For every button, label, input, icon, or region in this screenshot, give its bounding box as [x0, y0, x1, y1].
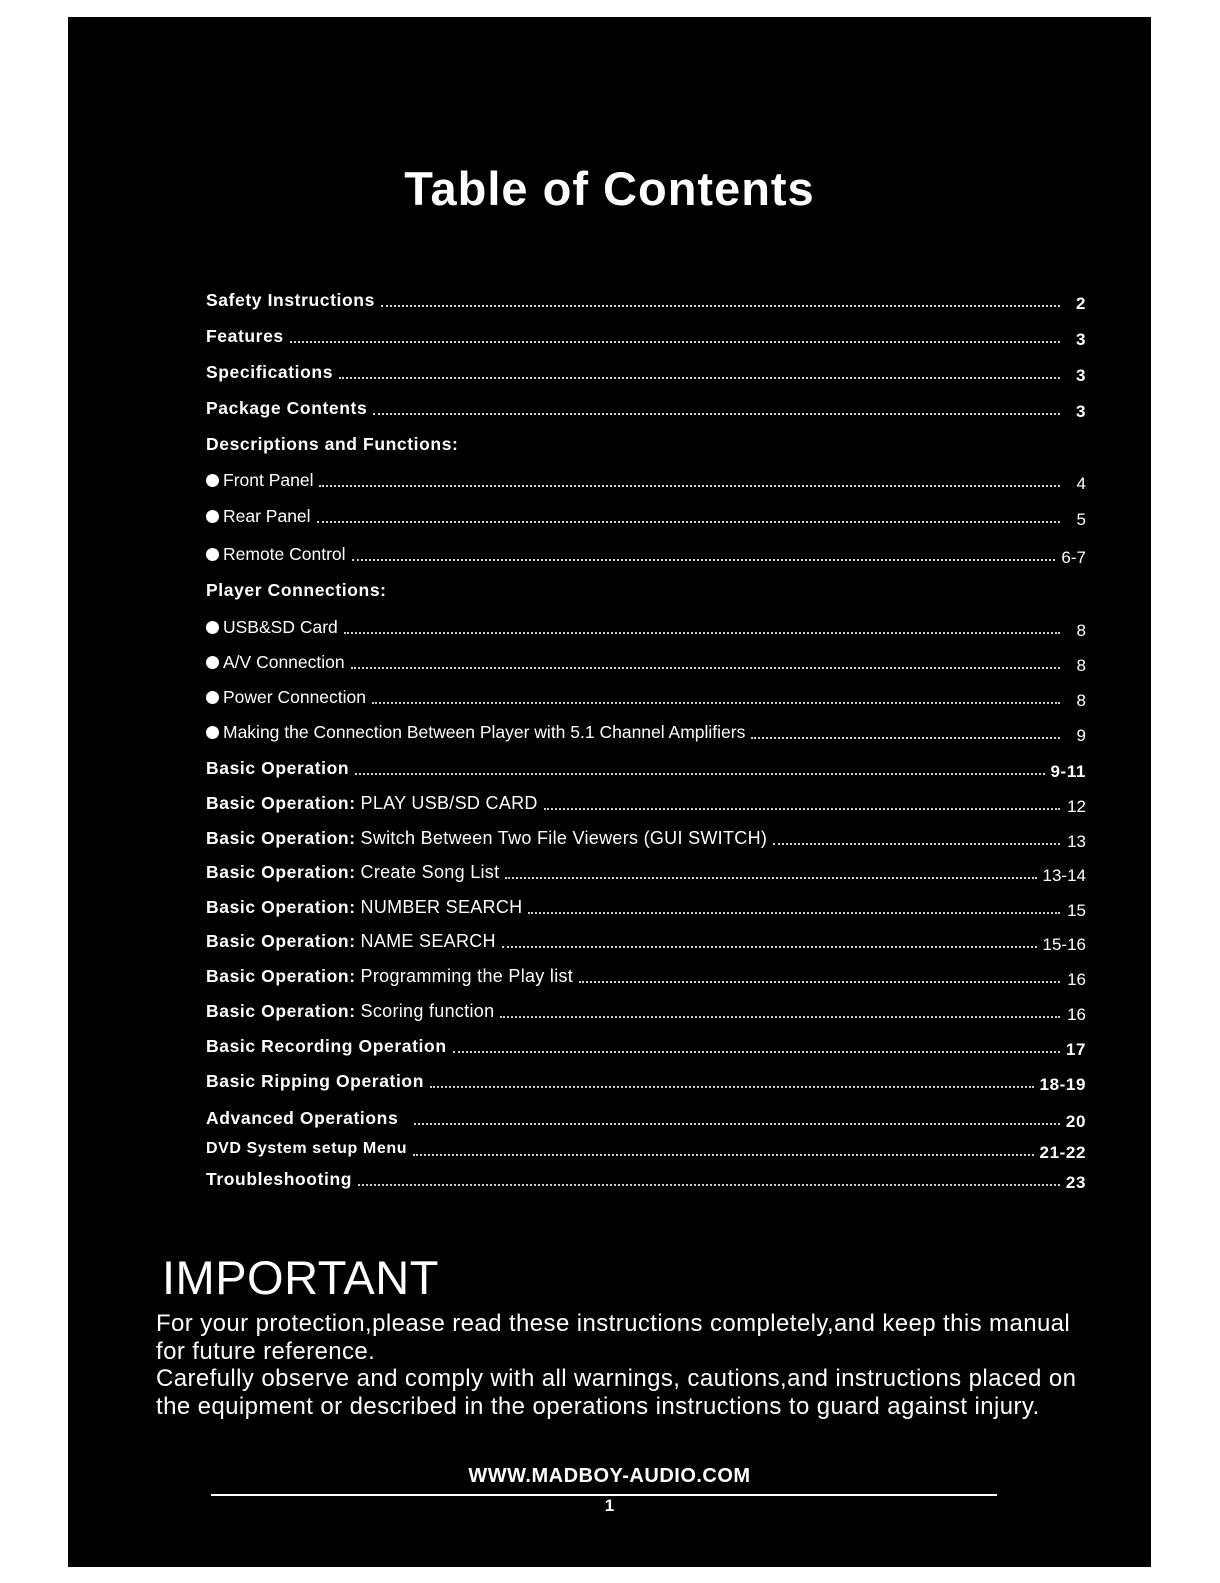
toc-entry-dvd-system-setup-menu[interactable] [206, 1134, 1086, 1164]
toc-entry-page: 8 [1076, 656, 1086, 675]
toc-entry-name-search[interactable]: Basic Operation: NAME SEARCH 15-16 [206, 930, 1086, 954]
toc-entry-label: Troubleshooting [206, 1168, 353, 1189]
toc-entry-remote-control[interactable] [206, 539, 1086, 569]
toc-entry-label: Power Connection [223, 686, 366, 707]
toc-entry-page: 20 [1065, 1112, 1086, 1131]
toc-entry-basic-recording-operation[interactable] [206, 1031, 1086, 1061]
toc-entry-amplifier-connection[interactable] [206, 717, 1086, 747]
toc-entry-av-connection[interactable] [206, 647, 1086, 677]
toc-entry-power-connection[interactable] [206, 682, 1086, 712]
toc-entry-create-song-list[interactable]: Basic Operation: Create Song List 13-14 [206, 861, 1086, 885]
toc-section-player-connections [206, 575, 1086, 605]
website-url[interactable]: WWW.MADBOY-AUDIO.COM [468, 1465, 751, 1487]
toc-entry-label: Package Contents [206, 397, 368, 418]
dot-leader [502, 946, 1037, 948]
dot-leader [372, 702, 1060, 704]
toc-entry-page: 13-14 [1042, 866, 1086, 885]
toc-entry-page: 8 [1076, 621, 1086, 640]
toc-entry-page: 3 [1075, 402, 1086, 421]
dot-leader [751, 737, 1060, 739]
page-number: 1 [604, 1496, 615, 1515]
toc-entry-features[interactable] [206, 321, 1086, 351]
toc-entry-page: 15 [1067, 901, 1086, 920]
toc-entry-usb-sd-card[interactable] [206, 612, 1086, 642]
toc-entry-safety-instructions[interactable] [206, 285, 1086, 315]
toc-entry-number-search[interactable]: Basic Operation: NUMBER SEARCH 15 [206, 896, 1086, 920]
dot-leader [414, 1123, 1060, 1125]
toc-entry-label: A/V Connection [223, 651, 345, 672]
toc-entry-page: 3 [1075, 366, 1086, 385]
toc-entry-page: 6-7 [1061, 548, 1086, 567]
toc-section-label: Descriptions and Functions: [206, 433, 459, 454]
toc-entry-page: 9 [1076, 726, 1086, 745]
dot-leader [358, 1184, 1060, 1186]
dot-leader [528, 912, 1060, 914]
page-title: Table of Contents [404, 162, 815, 215]
dot-leader [453, 1051, 1060, 1053]
dot-leader [773, 843, 1060, 845]
dot-leader [339, 377, 1060, 379]
dot-leader [500, 1016, 1060, 1018]
dot-leader [579, 981, 1060, 983]
dot-leader [352, 559, 1056, 561]
toc-entry-programming-play-list[interactable]: Basic Operation: Programming the Play list 16 [206, 965, 1086, 989]
toc-entry-detail: NUMBER SEARCH [360, 896, 523, 917]
toc-entry-label: Rear Panel [223, 505, 311, 526]
dot-leader [544, 808, 1060, 810]
dot-leader [351, 667, 1060, 669]
toc-entry-page: 15-16 [1042, 935, 1086, 954]
dot-leader [317, 521, 1060, 523]
dot-leader [319, 485, 1060, 487]
toc-entry-detail: Scoring function [360, 1000, 495, 1021]
toc-entry-label: Basic Operation [206, 827, 350, 848]
bullet-icon [206, 548, 219, 561]
toc-entry-page: 12 [1067, 797, 1086, 816]
toc-entry-label: Remote Control [223, 543, 346, 564]
toc-entry-basic-ripping-operation[interactable] [206, 1066, 1086, 1096]
toc-entry-page: 5 [1076, 510, 1086, 529]
toc-entry-page: 21-22 [1039, 1143, 1086, 1162]
dot-leader [505, 877, 1036, 879]
toc-entry-front-panel[interactable] [206, 465, 1086, 495]
toc-entry-label: Safety Instructions [206, 289, 375, 310]
toc-entry-advanced-operations[interactable] [206, 1103, 1086, 1133]
toc-entry-page: 9-11 [1050, 762, 1086, 781]
toc-section-descriptions-and-functions [206, 429, 1086, 459]
toc-entry-page: 16 [1067, 1005, 1086, 1024]
important-heading: IMPORTANT [162, 1251, 439, 1304]
toc-entry-troubleshooting[interactable] [206, 1164, 1086, 1194]
toc-entry-detail: Switch Between Two File Viewers (GUI SWITCH) [360, 827, 768, 848]
toc-entry-detail: Create Song List [360, 861, 500, 882]
toc-entry-label: Basic Operation [206, 757, 350, 778]
toc-entry-rear-panel[interactable] [206, 501, 1086, 531]
toc-entry-detail: Programming the Play list [360, 965, 574, 986]
toc-entry-detail: PLAY USB/SD CARD [360, 792, 538, 813]
toc-entry-page: 4 [1076, 474, 1086, 493]
toc-entry-label: DVD System setup Menu [206, 1140, 408, 1157]
toc-entry-page: 18-19 [1039, 1075, 1086, 1094]
dot-leader [344, 632, 1060, 634]
toc-entry-label: Advanced Operations [206, 1107, 399, 1128]
toc-entry-label: Features [206, 325, 284, 346]
toc-entry-label: Basic Operation [206, 861, 350, 882]
toc-entry-basic-operation[interactable] [206, 753, 1086, 783]
toc-entry-package-contents[interactable] [206, 393, 1086, 423]
bullet-icon [206, 510, 219, 523]
toc-entry-label: Basic Operation [206, 930, 350, 951]
toc-entry-label: Specifications [206, 361, 334, 382]
dot-leader [355, 773, 1044, 775]
toc-entry-label: Making the Connection Between Player with 5.1 Channel Amplifiers [223, 721, 746, 742]
toc-entry-page: 17 [1065, 1040, 1086, 1059]
toc-entry-page: 16 [1067, 970, 1086, 989]
toc-entry-label: Basic Operation [206, 965, 350, 986]
toc-entry-scoring-function[interactable]: Basic Operation: Scoring function 16 [206, 1000, 1086, 1024]
toc-entry-page: 8 [1076, 691, 1086, 710]
toc-entry-label: Basic Operation [206, 1000, 350, 1021]
notice-line-1: For your protection,please read these instructions completely,and keep this manual for future reference. [156, 1310, 1071, 1365]
dot-leader [381, 305, 1060, 307]
toc-entry-label: Front Panel [223, 469, 314, 490]
dot-leader [413, 1154, 1033, 1156]
manual-page [68, 17, 1151, 1567]
toc-entry-label: Basic Ripping Operation [206, 1070, 424, 1091]
dot-leader [290, 341, 1060, 343]
toc-entry-page: 3 [1075, 330, 1086, 349]
bullet-icon [206, 621, 219, 634]
bullet-icon [206, 691, 219, 704]
toc-section-label: Player Connections: [206, 579, 387, 600]
bullet-icon [206, 726, 219, 739]
toc-entry-page: 13 [1067, 832, 1086, 851]
toc-entry-detail: NAME SEARCH [360, 930, 496, 951]
toc-entry-page: 23 [1065, 1173, 1086, 1192]
dot-leader [430, 1086, 1034, 1088]
dot-leader [373, 413, 1060, 415]
toc-entry-specifications[interactable] [206, 357, 1086, 387]
toc-entry-label: Basic Operation [206, 792, 350, 813]
important-notice [156, 1310, 1106, 1420]
toc-entry-label: USB&SD Card [223, 616, 338, 637]
toc-entry-gui-switch[interactable]: Basic Operation: Switch Between Two File Viewers (GUI SWITCH) 13 [206, 827, 1086, 851]
bullet-icon [206, 474, 219, 487]
toc-entry-play-usb-sd-card[interactable]: Basic Operation: PLAY USB/SD CARD 12 [206, 792, 1086, 816]
notice-line-2: Carefully observe and comply with all warnings, cautions,and instructions placed on the equipment or described in the operations instructions to guard against injury. [156, 1365, 1077, 1420]
toc-entry-label: Basic Operation [206, 896, 350, 917]
toc-entry-label: Basic Recording Operation [206, 1035, 447, 1056]
bullet-icon [206, 656, 219, 669]
toc-entry-page: 2 [1075, 294, 1086, 313]
